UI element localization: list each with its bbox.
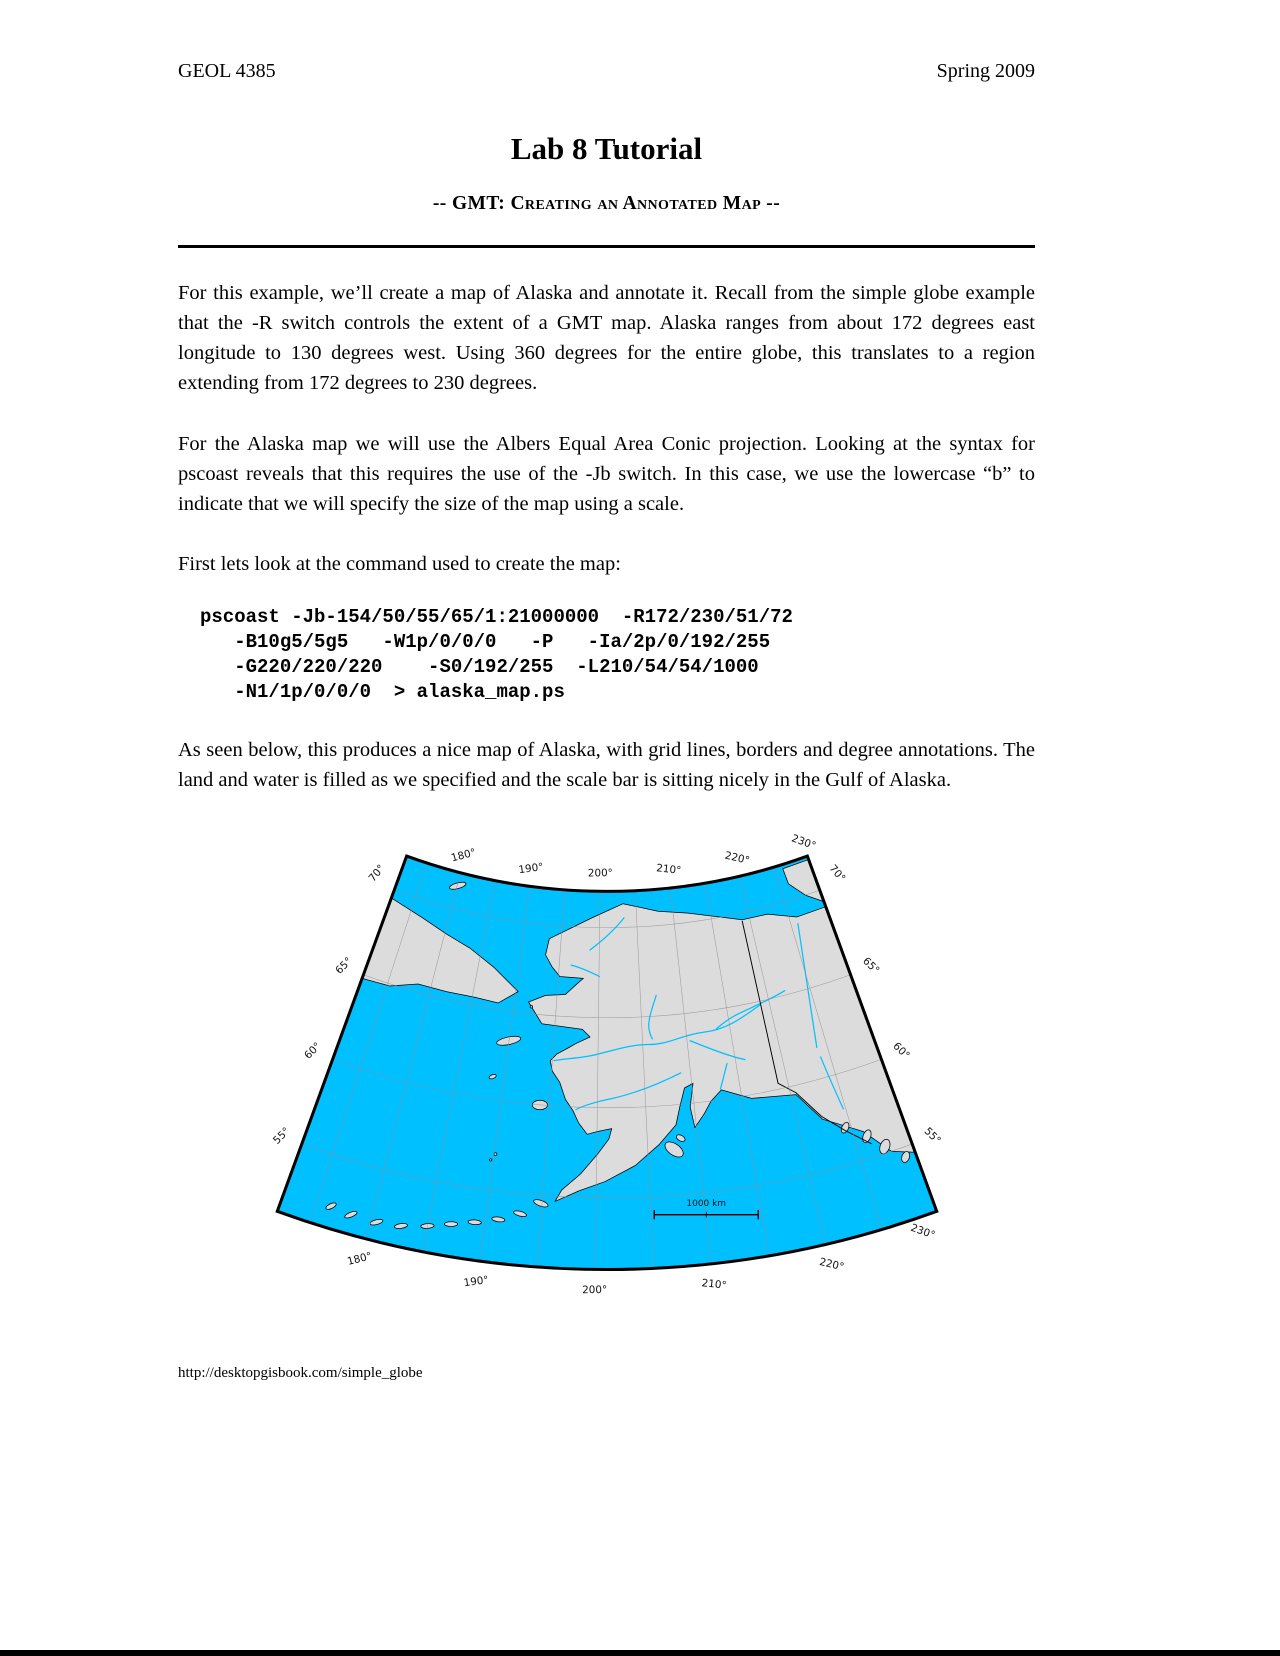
map-label-lon: 180°	[345, 1249, 373, 1268]
page-subtitle: -- GMT: Creating an Annotated Map --	[432, 193, 781, 214]
map-label-lat: 55°	[270, 1124, 292, 1147]
paragraph-projection: For the Alaska map we will use the Albers Equal Area Conic projection. Looking at the syntax for pscoast reveals that this requires the use of the -Jb switch. In this case, we use the lowercase “b” to indicate that we will specify the size of the map using a scale.	[178, 432, 1035, 515]
map-figure	[178, 830, 1035, 1317]
map-label-lon: 220°	[817, 1255, 845, 1273]
page-header	[178, 60, 1035, 83]
map-label-lon: 190°	[517, 860, 544, 876]
page-title: Lab 8 Tutorial	[510, 131, 703, 166]
paragraph-command-intro: First lets look at the command used to create the map:	[178, 552, 621, 575]
map-label-lon: 210°	[655, 861, 682, 877]
map-label-lat: 55°	[921, 1124, 943, 1147]
scale-bar-label: 1000 km	[685, 1198, 726, 1209]
map-label-lon: 200°	[587, 866, 613, 880]
map-label-lon: 220°	[723, 849, 751, 867]
map-label-lat: 60°	[301, 1039, 324, 1062]
page-bottom-edge	[0, 1650, 1280, 1656]
map-label-lat: 65°	[859, 954, 882, 977]
code-line: -N1/1p/0/0/0 > alaska_map.ps	[200, 681, 565, 704]
island	[494, 1152, 497, 1155]
paragraph-result: As seen below, this produces a nice map of Alaska, with grid lines, borders and degree annotations. The land and water is filled as we specified and the scale bar is sitting nicely in the Gulf of Alaska.	[178, 739, 1035, 792]
alaska-map-svg	[257, 830, 957, 1312]
map-label-lat: 65°	[332, 954, 355, 977]
divider-rule	[178, 245, 1035, 248]
map-label-lon: 200°	[581, 1283, 607, 1296]
header-semester: Spring 2009	[936, 60, 1035, 82]
header-course: GEOL 4385	[178, 60, 276, 82]
map-label-lat: 60°	[889, 1039, 912, 1062]
code-line: pscoast -Jb-154/50/55/65/1:21000000 -R172/230/51/72	[200, 606, 793, 628]
map-label-lon: 230°	[789, 831, 817, 852]
island	[530, 1005, 532, 1007]
footer-url: http://desktopgisbook.com/simple_globe	[178, 1364, 423, 1381]
code-line: -B10g5/5g5 -W1p/0/0/0 -P -Ia/2p/0/192/255	[200, 631, 771, 654]
paragraph-intro: For this example, we’ll create a map of Alaska and annotate it. Recall from the simple globe example that the -R switch controls the extent of a GMT map. Alaska ranges from about 172 degrees east longitude to 130 degrees west. Using 360 degrees for the entire globe, this translates to a region extending from 172 degrees to 230 degrees.	[178, 282, 1035, 395]
map-label-lat: 70°	[365, 862, 387, 884]
map-label-lat: 70°	[826, 862, 848, 884]
map-label-lon: 210°	[700, 1276, 727, 1292]
map-label-lon: 180°	[449, 846, 477, 864]
island	[489, 1158, 491, 1160]
island	[444, 1221, 457, 1226]
code-line: -G220/220/220 -S0/192/255 -L210/54/54/1000	[200, 656, 759, 679]
map-label-lon: 190°	[462, 1273, 489, 1289]
code-block	[200, 605, 1035, 705]
map-label-lon: 230°	[908, 1221, 937, 1242]
